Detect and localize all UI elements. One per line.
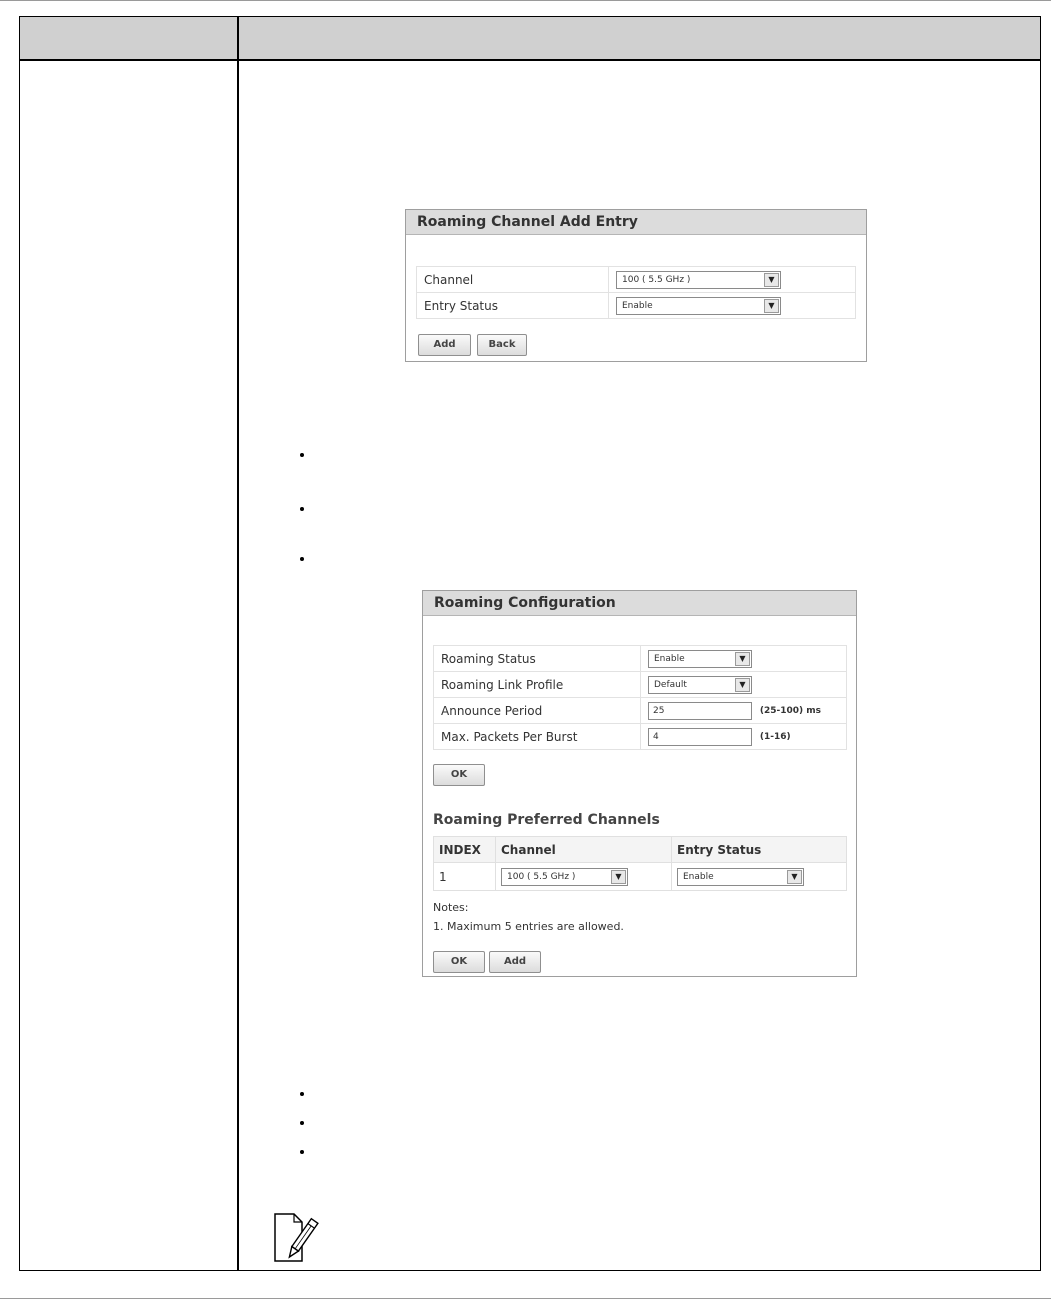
announce-period-input[interactable]: 25 xyxy=(648,702,752,720)
top-rule xyxy=(0,0,1051,1)
bullet-point xyxy=(300,1092,304,1096)
chevron-down-icon: ▼ xyxy=(764,299,779,313)
preferred-channels-table xyxy=(433,836,847,891)
form-row-roaming-status xyxy=(434,646,847,672)
note-pencil-icon xyxy=(272,1209,324,1265)
panel-title: Roaming Configuration xyxy=(423,591,856,616)
form-row-entry-status xyxy=(417,293,856,319)
select-value: Default xyxy=(654,679,687,690)
note-item: 1. Maximum 5 entries are allowed. xyxy=(433,920,624,933)
column-header: Entry Status xyxy=(672,837,847,863)
select-value: Enable xyxy=(683,871,714,882)
field-label: Entry Status xyxy=(417,293,609,319)
roaming-channel-add-entry-panel xyxy=(405,209,867,362)
index-cell: 1 xyxy=(434,863,496,891)
bullet-point xyxy=(300,557,304,561)
range-hint: (1-16) xyxy=(759,731,791,742)
field-label: Channel xyxy=(417,267,609,293)
max-packets-per-burst-input[interactable]: 4 xyxy=(648,728,752,746)
column-header: INDEX xyxy=(434,837,496,863)
add-button[interactable]: Add xyxy=(418,334,471,356)
field-label: Roaming Status xyxy=(434,646,641,672)
column-header: Channel xyxy=(496,837,672,863)
chevron-down-icon: ▼ xyxy=(611,870,626,884)
chevron-down-icon: ▼ xyxy=(764,273,779,287)
field-label: Announce Period xyxy=(434,698,641,724)
channel-select[interactable] xyxy=(616,271,781,289)
form-row-announce-period xyxy=(434,698,847,724)
chevron-down-icon: ▼ xyxy=(735,678,750,692)
select-value: 100 ( 5.5 GHz ) xyxy=(507,871,576,882)
table-header-cell-1 xyxy=(20,17,237,60)
back-button[interactable]: Back xyxy=(477,334,527,356)
notes-title: Notes: xyxy=(433,901,469,914)
roaming-config-form xyxy=(433,645,847,750)
roaming-status-select[interactable] xyxy=(648,650,752,668)
select-value: Enable xyxy=(622,300,653,311)
preferred-entry-status-select[interactable] xyxy=(677,868,804,886)
ok-button[interactable]: OK xyxy=(433,764,485,786)
roaming-configuration-panel xyxy=(422,590,857,977)
field-label: Max. Packets Per Burst xyxy=(434,724,641,750)
chevron-down-icon: ▼ xyxy=(787,870,802,884)
preferred-channels-title: Roaming Preferred Channels xyxy=(433,812,660,828)
entry-status-select[interactable] xyxy=(616,297,781,315)
add-button[interactable]: Add xyxy=(489,951,541,973)
header-divider xyxy=(20,60,1040,61)
chevron-down-icon: ▼ xyxy=(735,652,750,666)
table-header-row xyxy=(434,837,847,863)
column-divider xyxy=(237,17,239,1270)
field-label: Roaming Link Profile xyxy=(434,672,641,698)
ok-button[interactable]: OK xyxy=(433,951,485,973)
select-value: Enable xyxy=(654,653,685,664)
bullet-point xyxy=(300,1150,304,1154)
table-row xyxy=(434,863,847,891)
bullet-point xyxy=(300,507,304,511)
bullet-point xyxy=(300,1121,304,1125)
preferred-channel-select[interactable] xyxy=(501,868,628,886)
bottom-rule xyxy=(0,1298,1051,1299)
roaming-link-profile-select[interactable] xyxy=(648,676,752,694)
table-header-cell-2 xyxy=(239,17,1040,60)
panel-title: Roaming Channel Add Entry xyxy=(406,210,866,235)
add-entry-form xyxy=(416,266,856,319)
form-row-channel xyxy=(417,267,856,293)
form-row-roaming-link-profile xyxy=(434,672,847,698)
bullet-point xyxy=(300,453,304,457)
select-value: 100 ( 5.5 GHz ) xyxy=(622,274,691,285)
range-hint: (25-100) ms xyxy=(759,705,821,716)
form-row-max-packets xyxy=(434,724,847,750)
